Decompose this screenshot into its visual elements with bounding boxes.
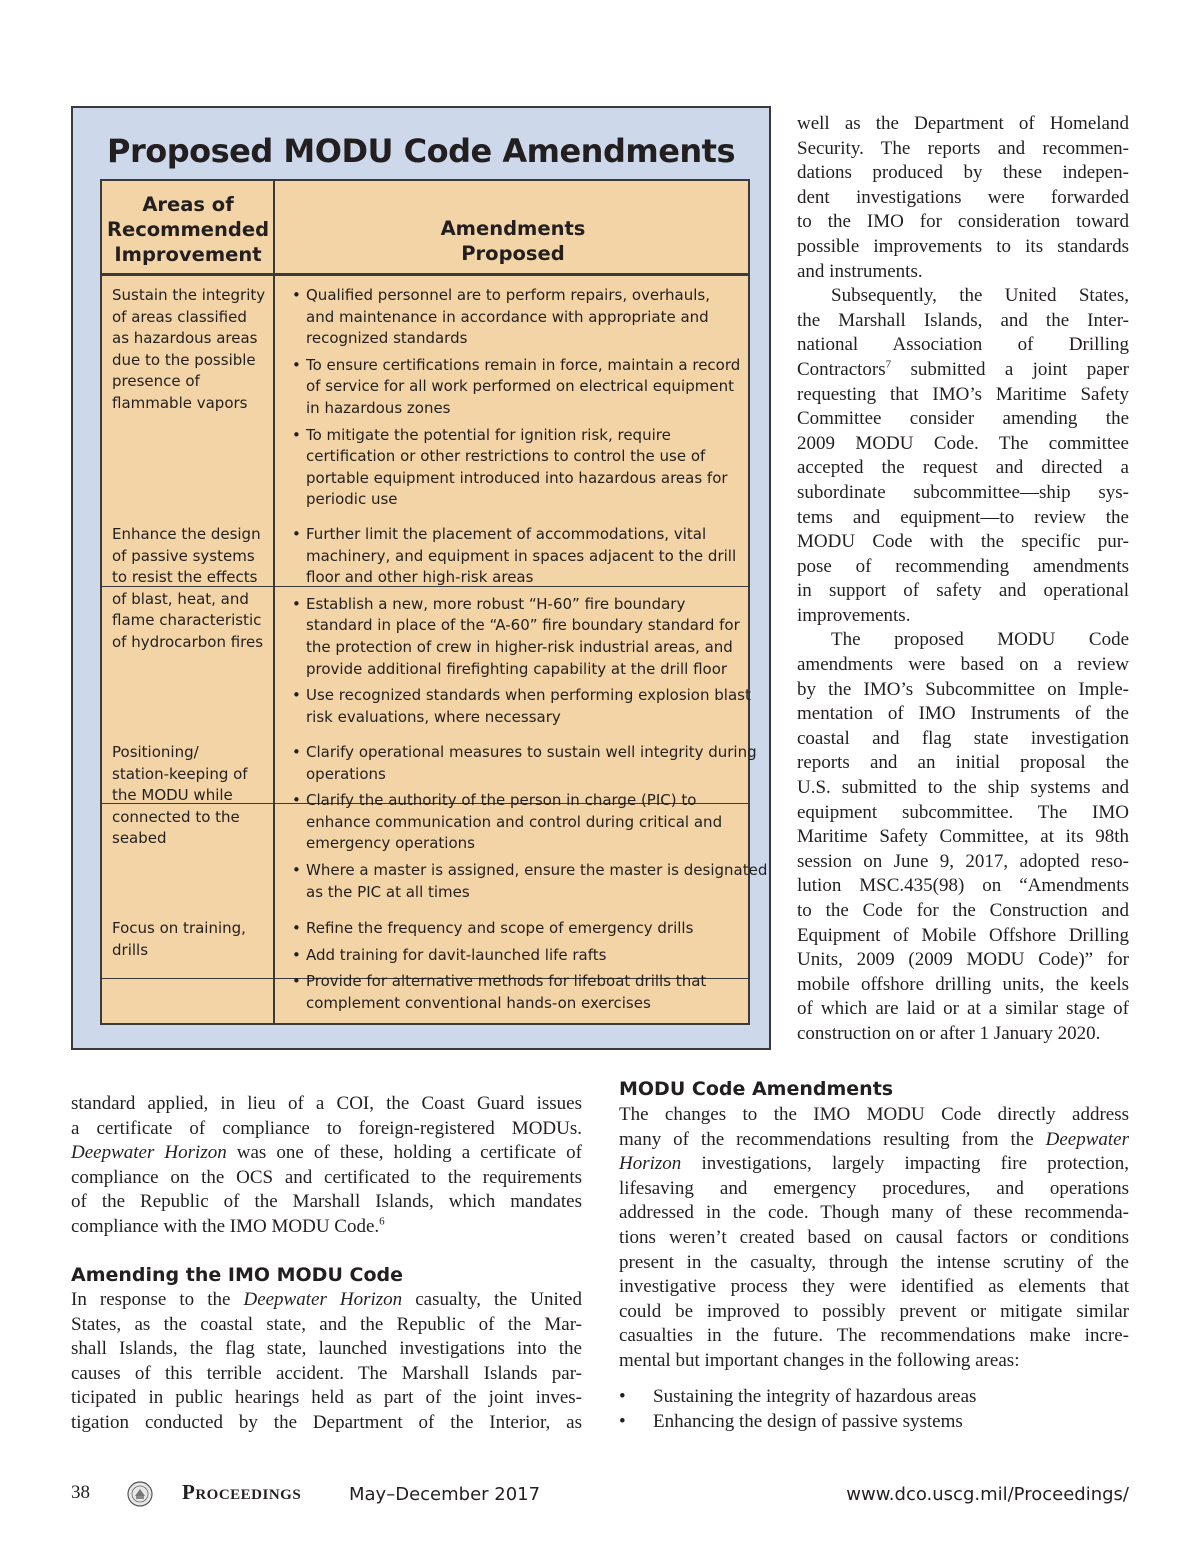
- amendment-item: • To ensure certifications remain in force, maintain a record of service for all work performed on electrical equipment in hazardous zones: [286, 355, 748, 420]
- amendment-item: • Where a master is assigned, ensure the master is designated as the PIC at all times: [286, 860, 748, 903]
- footnote-ref: 6: [379, 1215, 385, 1228]
- area-cell: Positioning/ station-keeping of the MODU while connected to the seabed: [112, 743, 248, 848]
- footnote-ref: 7: [885, 358, 892, 371]
- section-heading-amending: Amending the IMO MODU Code: [71, 1264, 403, 1286]
- journal-title: Proceedings: [182, 1480, 302, 1504]
- amendment-item: • To mitigate the potential for ignition risk, require certification or other restrictions to control the use of portable equipment introduced into hazardous areas for periodic use: [286, 425, 748, 511]
- right-column-text: well as the Department of Homeland Security. The reports and recommen- dations produced by these indepen- dent investigations were forwarded to the IMO for consideration toward possible improvements to its standards and instruments. Subsequently, the United States, the Marshall Islands, and the Inter- national Association of Drilling Contractors$^7$ submitted a joint paper requesting that IMO’s Maritime Safety Committee consider amending the 2009 MODU Code. The committee accepted the request and directed a subordinate subcommittee—ship sys- tems and equipment—to review the MODU Code with the specific pur- pose of recommending amendments in support of safety and operational improvements. The proposed MODU Code amendments were based on a review by the IMO’s Subcommittee on Imple- mentation of IMO Instruments of the coastal and flag state investigation reports and an initial proposal the U.S. submitted to the ship systems and equipment subcommittee. The IMO Maritime Safety Committee, at its 98th session on June 9, 2017, adopted reso- lution MSC.435(98) on “Amendments to the Code for the Construction and Equipment of Mobile Offshore Drilling Units, 2009 (2009 MODU Code)” for mobile offshore drilling units, the keels of which are laid or at a similar stage of construction on or after 1 January 2020.: [797, 113, 1129, 1044]
- amendments-cell: [286, 742, 768, 908]
- uscg-seal-icon: [127, 1481, 153, 1507]
- left-bottom-paragraph: standard applied, in lieu of a COI, the Coast Guard issues a certificate of compliance to foreign-registered MODUs. Deepwater Horizon was one of these, holding a certificate of compliance on the OCS and certificated to the requirements of the Republic of the Marshall Islands, which mandates compliance with the IMO MODU Code.$^6$: [71, 1093, 582, 1237]
- right-bottom-paragraph: The changes to the IMO MODU Code directly address many of the recommendations resulting from the Deepwater Horizon investigations, largely impacting fire protection, lifesaving and emergency procedures, and operations addressed in the code. Though many of these recommenda- tions weren’t created based on causal factors or conditions present in the casualty, through the intense scrutiny of the investigative process they were identified as elements that could be improved to possibly prevent or mitigate similar casualties in the future. The recommendations make incre- mental but important changes in the following areas:: [619, 1104, 1129, 1371]
- amendment-item: • Use recognized standards when performing explosion blast risk evaluations, where necessary: [286, 685, 748, 728]
- issue-date: May–December 2017: [349, 1484, 541, 1505]
- sidebar-box: [71, 106, 771, 1050]
- column-header-amendments: Amendments Proposed: [440, 217, 586, 265]
- sidebar-title: Proposed MODU Code Amendments: [106, 132, 736, 170]
- area-cell: Focus on training, drills: [112, 919, 246, 959]
- amendments-cell: [286, 285, 748, 516]
- amendment-item: • Establish a new, more robust “H-60” fire boundary standard in place of the “A-60” fire boundary standard for the protection of crew in higher-risk industrial areas, and provide additional firefighting capability at the drill floor: [286, 594, 748, 680]
- left-bottom-paragraph-2: In response to the Deepwater Horizon casualty, the United States, as the coastal state, and the Republic of the Mar- shall Islands, the flag state, launched investigations into the causes of this terrible accident. The Marshall Islands par- ticipated in public hearings held as part of the joint inves- tigation conducted by the Department of the Interior, as: [71, 1289, 582, 1433]
- amendments-cell: [286, 524, 751, 733]
- amendment-item: • Provide for alternative methods for lifeboat drills that complement conventional hands-on exercises: [286, 971, 748, 1014]
- amendments-cell: [286, 918, 748, 1019]
- header-divider: [102, 273, 748, 276]
- area-cell: Enhance the design of passive systems to resist the effects of blast, heat, and flame characteristic of hydrocarbon fires: [112, 525, 264, 651]
- list-item: • Sustaining the integrity of hazardous areas: [619, 1384, 976, 1409]
- column-header-areas: Areas of Recommended Improvement: [106, 193, 270, 266]
- amendment-item: • Clarify operational measures to sustain well integrity during operations: [286, 742, 748, 785]
- column-divider: [273, 181, 275, 1023]
- section-heading-modu-amendments: MODU Code Amendments: [619, 1078, 894, 1100]
- page-number: 38: [71, 1482, 90, 1503]
- amendment-item: • Add training for davit-launched life rafts: [286, 945, 748, 967]
- list-item: • Enhancing the design of passive systems: [619, 1409, 976, 1434]
- areas-bullet-list: [619, 1384, 976, 1434]
- footer-url[interactable]: www.dco.uscg.mil/Proceedings/: [846, 1484, 1129, 1505]
- area-cell: Sustain the integrity of areas classified as hazardous areas due to the possible presence of flammable vapors: [112, 286, 266, 412]
- amendment-item: • Qualified personnel are to perform repairs, overhauls, and maintenance in accordance with appropriate and recognized standards: [286, 285, 748, 350]
- amendment-item: • Further limit the placement of accommodations, vital machinery, and equipment in spaces adjacent to the drill floor and other high-risk areas: [286, 524, 748, 589]
- amendment-item: • Refine the frequency and scope of emergency drills: [286, 918, 748, 940]
- amendments-table: [100, 179, 768, 1025]
- amendment-item: • Clarify the authority of the person in charge (PIC) to enhance communication and control during critical and emergency operations: [286, 790, 748, 855]
